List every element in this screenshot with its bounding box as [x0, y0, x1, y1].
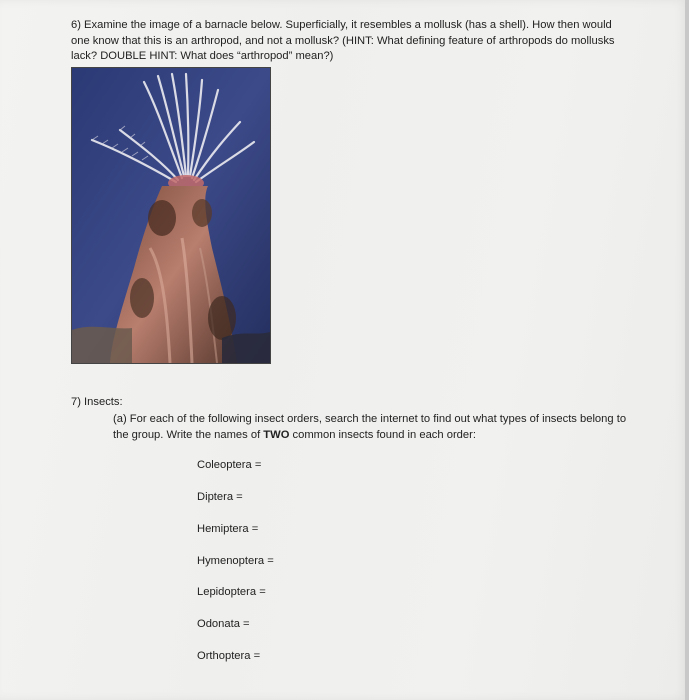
barnacle-photo: [71, 67, 271, 364]
question-7a-emphasis: TWO: [263, 428, 290, 441]
order-hemiptera: Hemiptera =: [197, 523, 259, 535]
question-6-text: 6) Examine the image of a barnacle below. Superficially, it resembles a mollusk (has a shell). How then would one know that this is an arthropod, and not a mollusk? (HINT: What defining feature of arthropods do mollusks lack? DOUBLE HINT: What does “arthropod” mean?): [71, 19, 615, 63]
order-hymenoptera: Hymenoptera =: [197, 555, 274, 567]
page-edge: [685, 0, 689, 700]
question-7a-prefix: (a) For each of the following insect orders, search the internet to find out what types of insects belong to the group. Write the names of: [113, 413, 627, 441]
order-coleoptera: Coleoptera =: [197, 459, 262, 471]
order-lepidoptera: Lepidoptera =: [197, 586, 266, 598]
question-7-heading: 7) Insects:: [71, 396, 123, 408]
question-7a-text: [113, 412, 633, 444]
order-orthoptera: Orthoptera =: [197, 650, 261, 662]
barnacle-image: [72, 68, 270, 363]
order-odonata: Odonata =: [197, 618, 250, 630]
order-diptera: Diptera =: [197, 491, 243, 503]
question-7a-suffix: common insects found in each order:: [289, 428, 476, 441]
